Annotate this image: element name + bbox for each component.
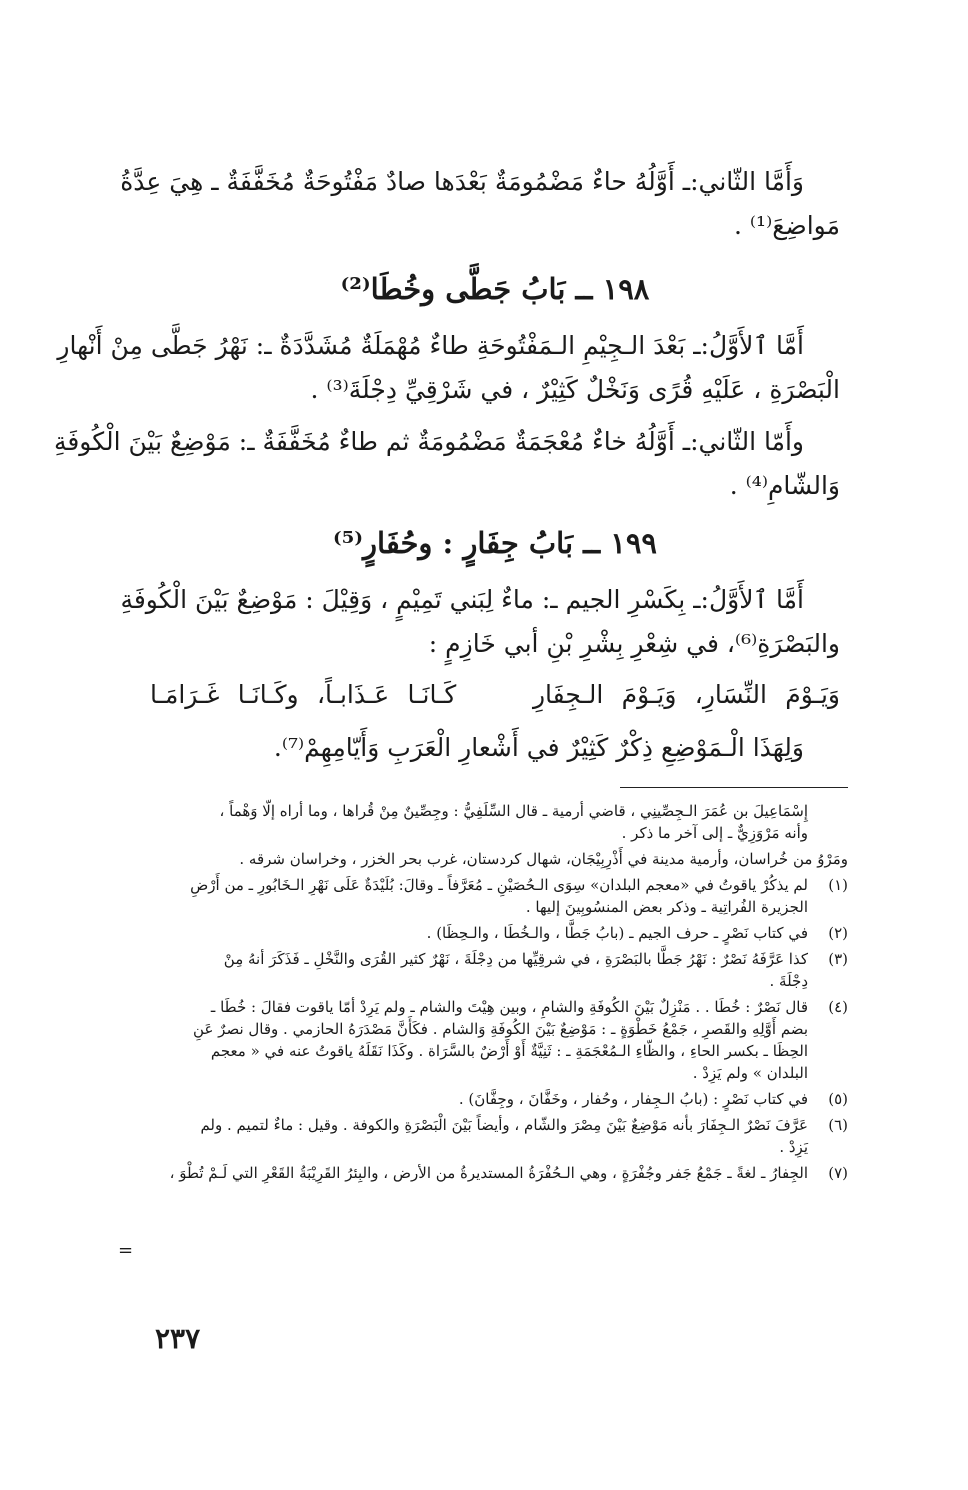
footnote-number: (٣) (828, 950, 848, 968)
footnote-3 (150, 948, 848, 992)
footnote-number: (٤) (828, 998, 848, 1016)
paragraph-3 (53, 420, 840, 508)
section-heading-199: ١٩٩ ــ بَابُ جِفَارٍ : وحُفَارٍ⁽⁵⁾ (333, 526, 657, 560)
footnotes (150, 800, 848, 1188)
footnote-6 (150, 1114, 848, 1158)
footnote-line: كذا عَرَّفَهُ نَصْرٌ : نَهْرُ جَطَّا بالبَصْرَةِ ، في شرقِيِّها من دِجْلَةَ ، نَهْرٌ كثير القُرَى والنَّخْلِ ـ فَذَكَرَ أنهُ مِنْ (223, 950, 808, 968)
footnote-line: ومَرْوُ من خُراسان، وأرمية مدينة في أَذْرِبِيْجَان، شهال كردستان، غرب بحر الخزر ، وخراسان شرقه . (239, 850, 848, 868)
footnote-line: عَرَّفَ نَصْرٌ الـجِفَارَ بأنه مَوْضِعٌ بَيْنَ مِصْرَ والشّام ، وأيضاً بَيْنَ الْبَصْرَةِ والكوفة . وقيل : ماءٌ لتميم . ولم (200, 1116, 808, 1134)
footnote-number: (١) (828, 876, 848, 894)
text-line: أَمَّا ٱلأَوَّلُ:ـ بِكَسْرِ الجيم ـ: ماءٌ لِبَني تَمِيْمٍ ، وَقِيْلَ : مَوْضِعٌ بَيْنَ الْكُوفَةِ (120, 585, 804, 614)
footnote-number: (٦) (828, 1116, 848, 1134)
footnote-line: لم يذكُرْ ياقوتُ في «معجم البلدان» سِوَى الـحُصَيْنِ ـ مُعَرَّفاً ـ وقالَ: بُلَيْدَةٌ عَلَى نَهْرِ الـخَابُورِ ـ من أَرْضِ (190, 876, 808, 894)
footnote-4 (150, 996, 848, 1084)
verse-hemistich-2: كَـانَـا عَـذَابـاً، وكَـانَـا غَـرَامَـا (150, 680, 457, 709)
footnote-2 (150, 922, 848, 944)
footnote-line: الجزيرة الفُراتِية ـ وذكر بعض المنسُوبِينَ إليها . (525, 898, 808, 916)
footnote-line: في كتاب نَصْرٍ ـ حرف الجيم ـ (بابُ جَطَّا ، والـخُطَا ، والـحِظَا) . (426, 924, 808, 942)
text-line: وأَمّا الثّاني:ـ أَوَّلُهُ خاءٌ مُعْجَمَةٌ مَضْمُومَةٌ ثم طاءٌ مُخَفَّفَةٌ ـ: مَوْضِعٌ بَيْنَ الْكُوفَةِ (53, 427, 804, 456)
text-line: وَأَمَّا الثّاني:ـ أَوَّلُهُ حاءٌ مَضْمُومَةٌ بَعْدَها صادٌ مَفْتُوحَةٌ مُخَفَّفَةٌ ـ هِيَ عِدَّةُ (120, 167, 804, 196)
footnote-line: في كتاب نَصْرٍ : (بابُ الـجِفار ، وحُفار ، وخَفَّانَ ، وجِفَّانَ) . (458, 1090, 808, 1108)
footnote-line: يَزِدْ . (779, 1138, 808, 1156)
footnote-carryover-2 (150, 848, 848, 870)
paragraph-1 (120, 160, 840, 248)
footnote-1 (150, 874, 848, 918)
text-line: والبَصْرَةِ⁽⁶⁾، في شِعْرِ بِشْرِ بْنِ أبي خَازِمٍ : (428, 629, 840, 658)
verse-hemistich-1: وَيَـوْمَ النِّسَارِ، وَيَـوْمَ الـجِفَارِ (532, 680, 840, 709)
text-line: أَمَّا ٱلأَوَّلُ:ـ بَعْدَ الـجِيْمِ الـمَفْتُوحَةِ طاءٌ مُهْمَلَةٌ مُشَدَّدَةٌ ـ: نَهْرُ جَطَّى مِنْ أَنْهارِ (57, 331, 804, 360)
footnote-line: بضم أَوَّلِهِ والقَصرِ ، جَمْعُ خَطْوَةٍ ـ : مَوْضِعٌ بَيْنَ الكُوفَةِ وَالشام . فكَأَنَّ مَصْدَرَهُ الحازمي . وقال نصرٌ عَنِ (193, 1020, 808, 1038)
footnote-line: الحِظَا ـ بكسر الحاءِ ، والظّاءِ الـمُعْجَمَةِ ـ : ثَنِيَّةٌ أَوْ أَرْضٌ بالسَّرَاة . وكَذَا نَقَلَهُ ياقوتُ عنه في « معجم (210, 1042, 808, 1060)
text-line: الْبَصْرَةِ ، عَلَيْهِ قُرًى وَنَخْلٌ كَثِيْرٌ ، في شَرْقِيِّ دِجْلَةَ⁽³⁾ . (310, 375, 840, 404)
paragraph-5 (150, 726, 840, 770)
footnote-line: قال نَصْرٌ : خُطَا . . مَنْزِلٌ بَيْنَ الكُوفَةِ والشامِ ، وبين هِيْتَ والشام ـ ولم يَرِدْ أمّا ياقوت فقالَ : خُطَا ـ (210, 998, 808, 1016)
footnote-line: البلدان » ولم يَزِدْ . (692, 1064, 808, 1082)
paragraph-2 (57, 324, 840, 412)
footnote-line: إِسْمَاعِيلَ بن عُمَرَ الـجِصِّينِي ، قاضي أرمية ـ قال السِّلَفِيُّ : وجِصِّينٌ مِنْ قُراها ، وما أراه إلّا وَهْماً ، (219, 802, 808, 820)
footnote-number: (٥) (828, 1090, 848, 1108)
footnote-5 (150, 1088, 848, 1110)
footnote-separator (620, 787, 848, 788)
footnote-number: (٢) (828, 924, 848, 942)
verse-line (150, 680, 840, 709)
text-line: وَالشّامِ⁽⁴⁾ . (729, 471, 840, 500)
footnote-number: (٧) (828, 1164, 848, 1182)
footnote-7 (150, 1162, 848, 1184)
footnote-line: دِجْلَةَ . (769, 972, 808, 990)
section-heading-198: ١٩٨ ــ بَابُ جَطَّى وخُطَا⁽²⁾ (340, 272, 650, 306)
text-line: مَواضِعَ⁽¹⁾ . (733, 211, 840, 240)
paragraph-4 (120, 578, 840, 666)
page-number: ٢٣٧ (155, 1322, 201, 1355)
text-line: وَلِهَذَا الْـمَوْضِعِ ذِكْرٌ كَثِيْرٌ في أَشْعارِ الْعَرَبِ وَأَيّامِهِمْ⁽⁷⁾. (273, 733, 804, 762)
footnote-line: وأنه مَرْوَزِيٌّ ـ إلى آخر ما ذكر . (621, 824, 808, 842)
continuation-mark: = (118, 1240, 134, 1261)
footnote-line: الجِفارُ ـ لغةً ـ جَمْعُ جَفر وجُفْرَةٍ ، وهي الـحُفْرَةُ المستديرةُ من الأرض ، والبِئرُ القَرِيْبَةُ القَعْرِ التي لَـمْ تُطْوَ ، (169, 1164, 808, 1182)
footnote-carryover (150, 800, 848, 844)
